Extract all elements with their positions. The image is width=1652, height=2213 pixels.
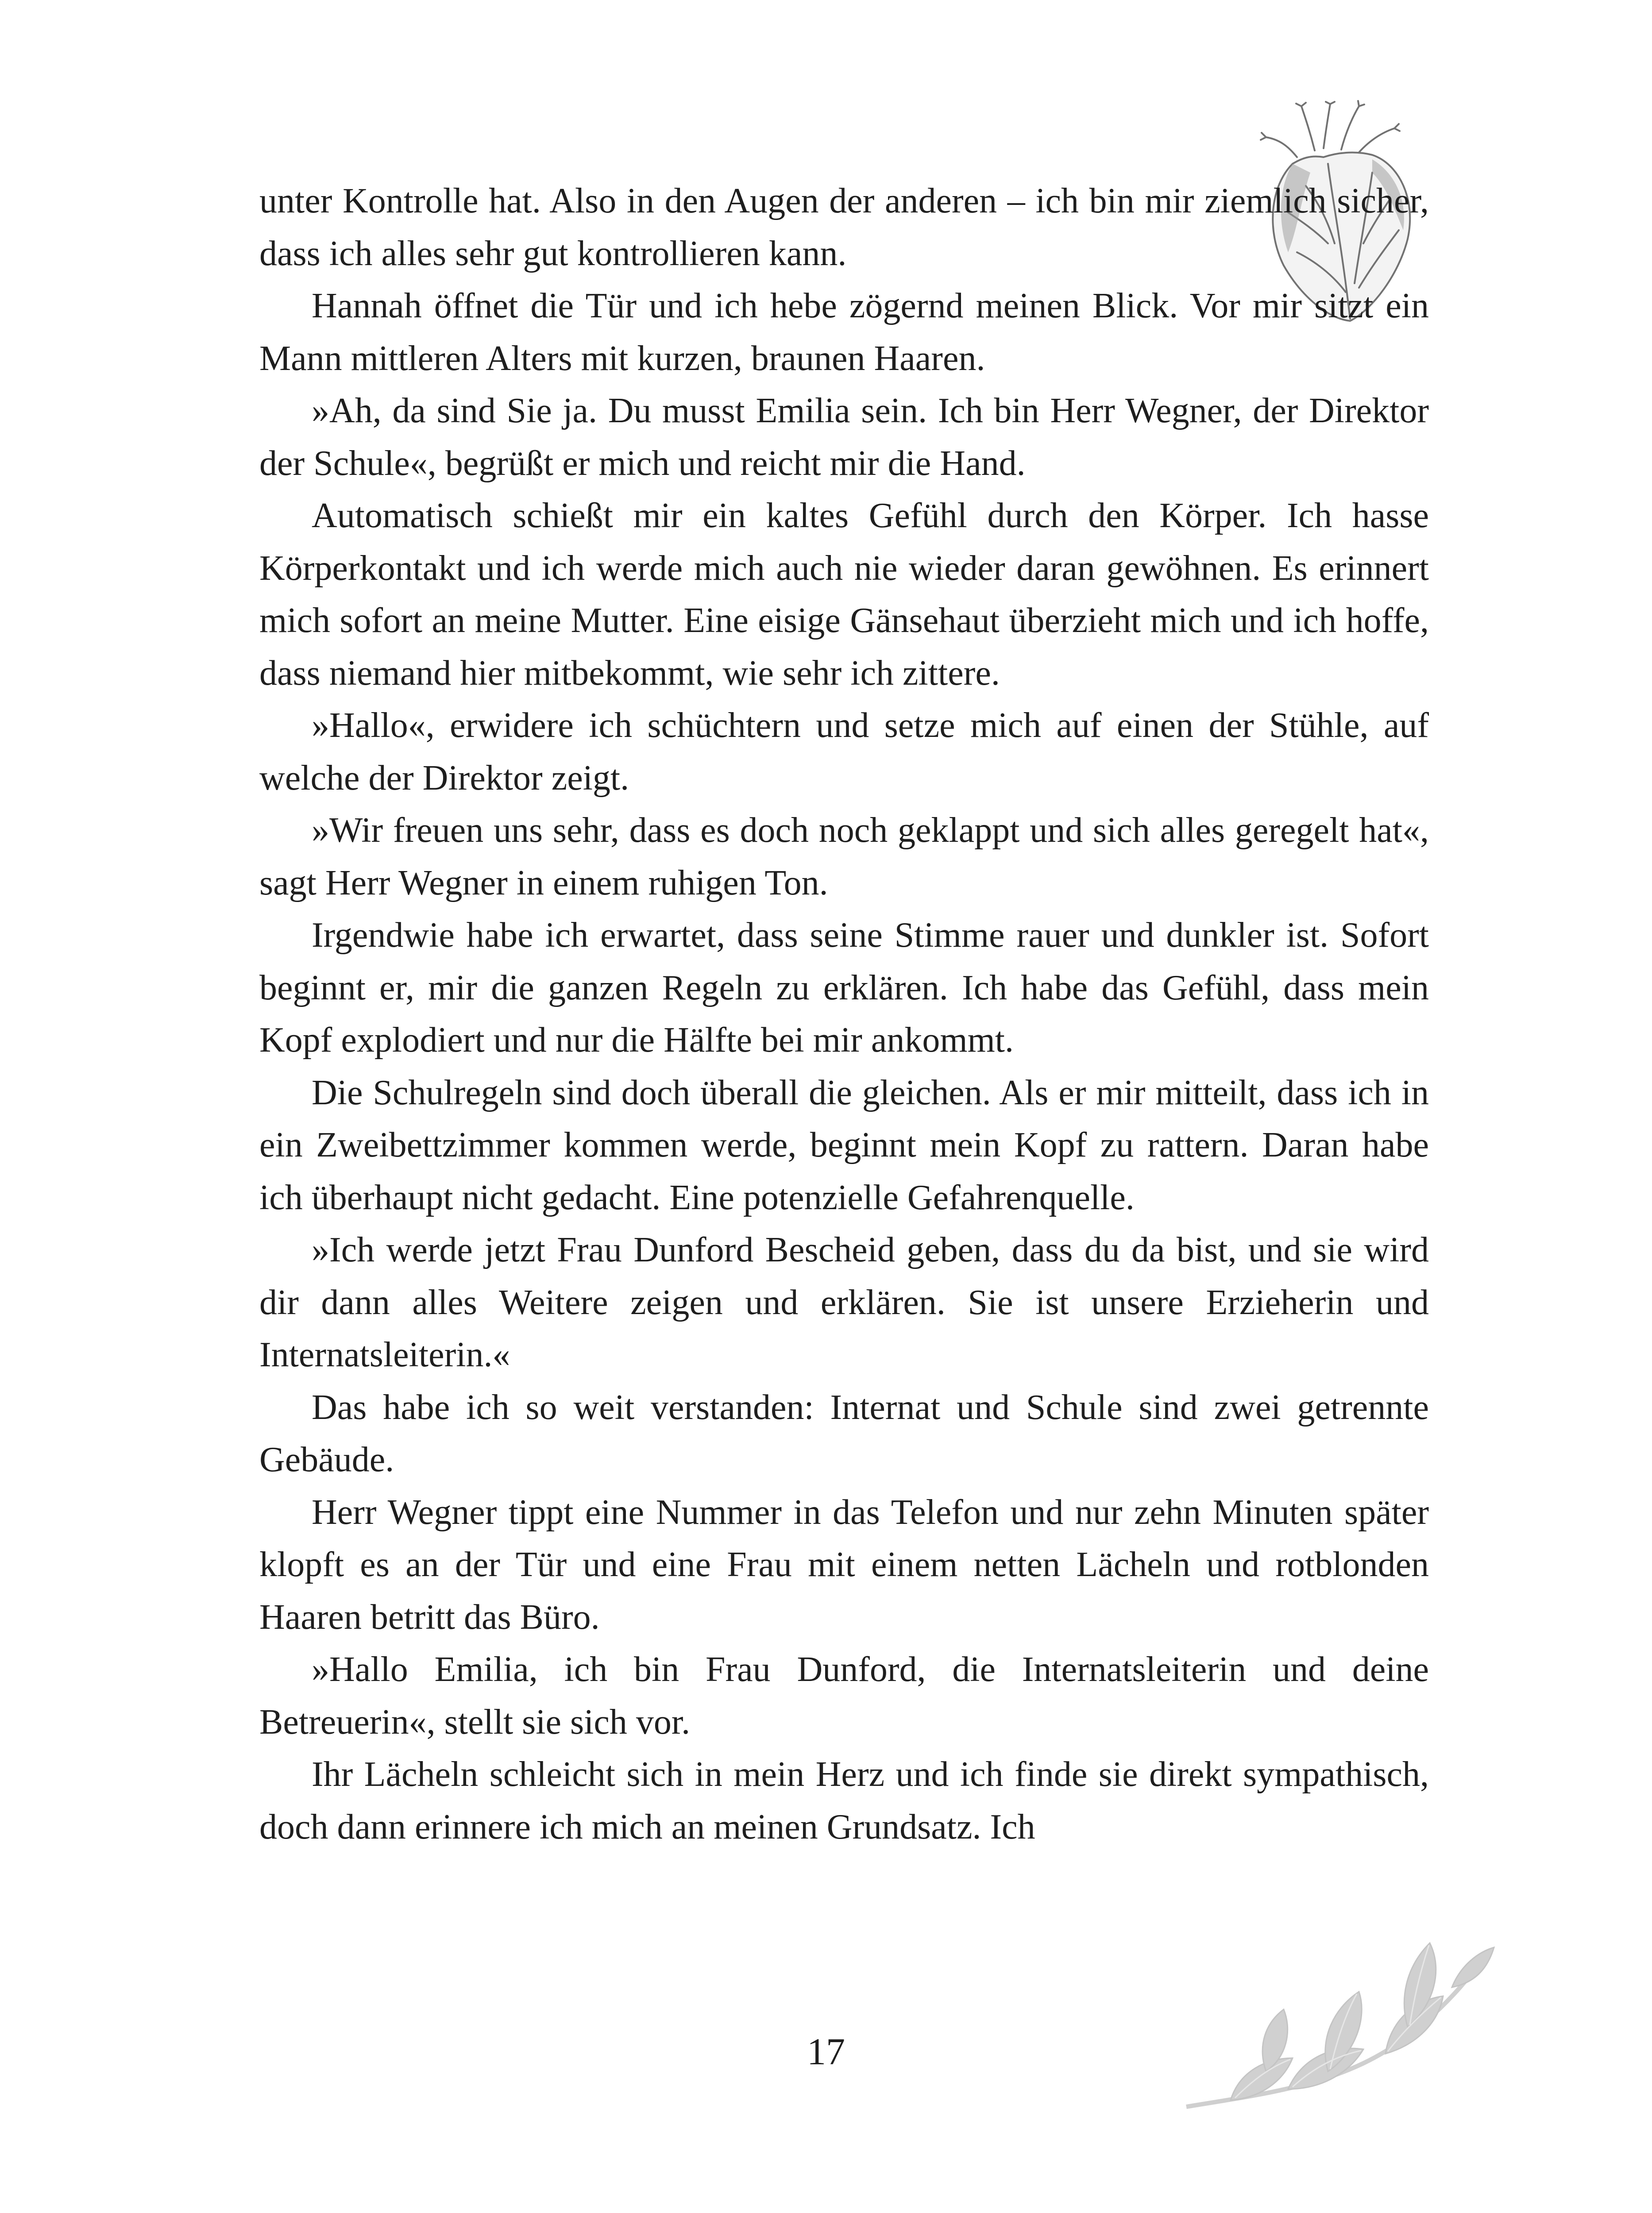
paragraph: »Hallo«, erwidere ich schüchtern und setze mich auf einen der Stühle, auf welche der Direktor zeigt.	[259, 706, 1429, 798]
paragraph: Hannah öffnet die Tür und ich hebe zögernd meinen Blick. Vor mir sitzt ein Mann mittleren Alters mit kurzen, braunen Haaren.	[259, 286, 1429, 378]
paragraph: »Ich werde jetzt Frau Dunford Bescheid geben, dass du da bist, und sie wird dir dann alles Weitere zeigen und erklären. Sie ist unsere Erzieherin und Internatsleiterin.«	[259, 1230, 1429, 1374]
paragraph: »Hallo Emilia, ich bin Frau Dunford, die Internatsleiterin und deine Betreuerin«, stellt sie sich vor.	[259, 1650, 1429, 1742]
body-text	[259, 175, 1429, 1853]
page-number: 17	[807, 2030, 845, 2073]
paragraph: unter Kontrolle hat. Also in den Augen der anderen – ich bin mir ziemlich sicher, dass ich alles sehr gut kontrollieren kann.	[259, 181, 1429, 273]
paragraph: Irgendwie habe ich erwartet, dass seine Stimme rauer und dunkler ist. Sofort beginnt er, mir die ganzen Regeln zu erklären. Ich habe das Gefühl, dass mein Kopf explodiert und nur die Hälfte bei mir ankommt.	[259, 916, 1429, 1060]
paragraph: Das habe ich so weit verstanden: Internat und Schule sind zwei getrennte Gebäude.	[259, 1388, 1429, 1479]
paragraph: »Ah, da sind Sie ja. Du musst Emilia sein. Ich bin Herr Wegner, der Direktor der Schule«, begrüßt er mich und reicht mir die Hand.	[259, 391, 1429, 483]
leaf-branch-icon	[1177, 1925, 1496, 2116]
paragraph: »Wir freuen uns sehr, dass es doch noch geklappt und sich alles geregelt hat«, sagt Herr Wegner in einem ruhigen Ton.	[259, 811, 1429, 902]
paragraph: Ihr Lächeln schleicht sich in mein Herz und ich finde sie direkt sympathisch, doch dann erinnere ich mich an meinen Grundsatz. Ich	[259, 1755, 1429, 1847]
paragraph: Die Schulregeln sind doch überall die gleichen. Als er mir mitteilt, dass ich in ein Zweibettzimmer kommen werde, beginnt mein Kopf zu rattern. Daran habe ich überhaupt nicht gedacht. Eine potenzielle Gefahrenquelle.	[259, 1073, 1429, 1217]
paragraph: Herr Wegner tippt eine Nummer in das Telefon und nur zehn Minuten später klopft es an der Tür und eine Frau mit einem netten Lächeln und rotblonden Haaren betritt das Büro.	[259, 1492, 1429, 1637]
paragraph: Automatisch schießt mir ein kaltes Gefühl durch den Körper. Ich hasse Körperkontakt und ich werde mich auch nie wieder daran gewöhnen. Es erinnert mich sofort an meine Mutter. Eine eisige Gänsehaut überzieht mich und ich hoffe, dass niemand hier mitbekommt, wie sehr ich zittere.	[259, 496, 1429, 693]
